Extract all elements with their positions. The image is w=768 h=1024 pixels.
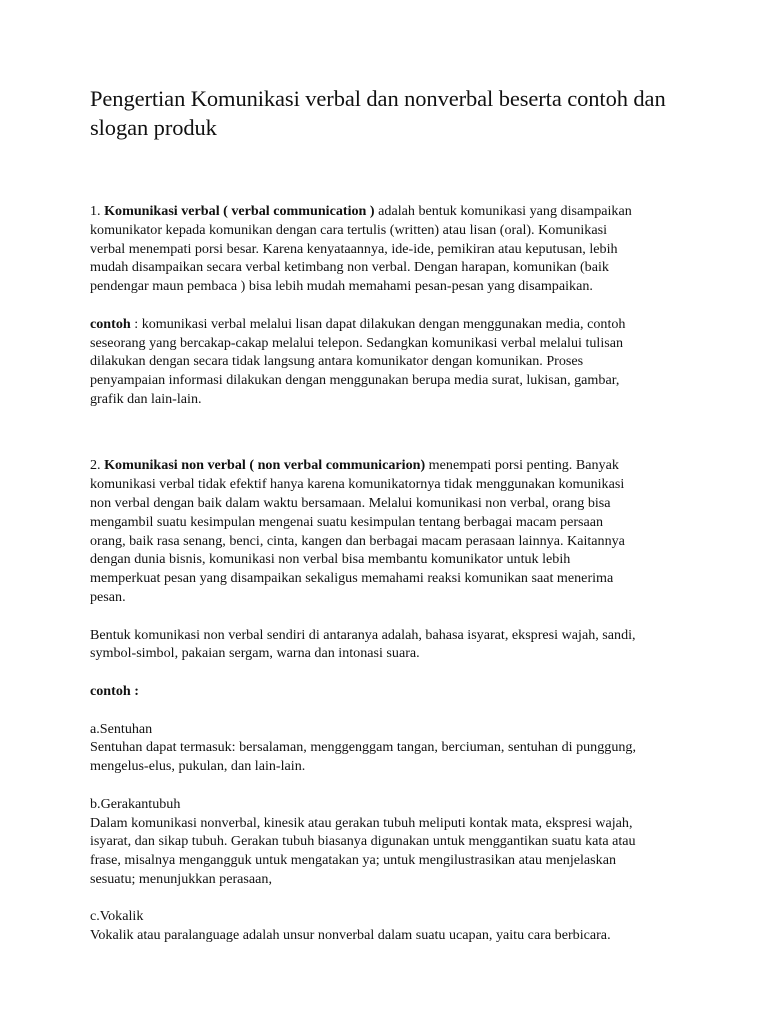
section-verbal-line-1 xyxy=(90,202,690,221)
spacer xyxy=(90,776,690,795)
spacer xyxy=(90,142,690,202)
section-nonverbal xyxy=(90,456,690,606)
paragraph-line: komunikator kepada komunikan dengan cara tertulis (written) atau lisan (oral). Komunikasi xyxy=(90,221,608,238)
paragraph-line: orang, baik rasa senang, benci, cinta, kangen dan berbagai macam perasaan lainnya. Kaitannya xyxy=(90,532,625,549)
section-heading: Komunikasi non verbal ( non verbal communicarion) xyxy=(104,457,426,474)
subsection-gerakantubuh xyxy=(90,795,690,889)
paragraph-line: sesuatu; menunjukkan perasaan, xyxy=(90,870,272,887)
subsection-vokalik xyxy=(90,907,690,945)
paragraph-text: menempati porsi penting. Banyak xyxy=(425,457,619,474)
example-label: contoh xyxy=(90,315,131,332)
document-page xyxy=(90,84,690,945)
paragraph-line: Dalam komunikasi nonverbal, kinesik atau gerakan tubuh meliputi kontak mata, ekspresi wajah, xyxy=(90,814,633,831)
paragraph-line: dengan dunia bisnis, komunikasi non verbal bisa membantu komunikator untuk lebih xyxy=(90,551,571,568)
subsection-heading: b.Gerakantubuh xyxy=(90,795,181,812)
paragraph-text: adalah bentuk komunikasi yang disampaikan xyxy=(374,203,632,219)
spacer xyxy=(90,409,690,428)
paragraph-line: frase, misalnya mengangguk untuk mengatakan ya; untuk mengilustrasikan atau menjelaskan xyxy=(90,852,617,869)
paragraph-line: pendengar maun pembaca ) bisa lebih mudah memahami pesan-pesan yang disampaikan. xyxy=(90,278,593,295)
subsection-sentuhan xyxy=(90,720,690,776)
subsection-heading: a.Sentuhan xyxy=(90,720,153,737)
spacer xyxy=(90,889,690,908)
example-nonverbal-label xyxy=(90,682,690,701)
section-verbal xyxy=(90,202,690,296)
paragraph-line: mengambil suatu kesimpulan mengenai suatu kesimpulan tentang berbagai macam persaan xyxy=(90,513,604,530)
example-label: contoh : xyxy=(90,682,139,699)
paragraph-line: isyarat, dan sikap tubuh. Gerakan tubuh biasanya digunakan untuk menggantikan suatu kata atau xyxy=(90,833,636,850)
paragraph-line: penyampaian informasi dilakukan dengan menggunakan berupa media surat, lukisan, gambar, xyxy=(90,372,620,389)
spacer xyxy=(90,663,690,682)
paragraph-line: komunikasi verbal tidak efektif hanya karena komunikatornya tidak menggunakan komunikasi xyxy=(90,476,625,493)
example-verbal-line-1 xyxy=(90,315,690,334)
paragraph-line: pesan. xyxy=(90,588,126,605)
paragraph-line: Sentuhan dapat termasuk: bersalaman, menggenggam tangan, berciuman, sentuhan di punggung, xyxy=(90,739,636,756)
paragraph-bentuk xyxy=(90,626,690,664)
paragraph-line: dilakukan dengan secara tidak langsung antara komunikator dengan komunikan. Proses xyxy=(90,353,584,370)
document-title: Pengertian Komunikasi verbal dan nonverbal beserta contoh dan slogan produk xyxy=(90,86,666,140)
section-nonverbal-line-1 xyxy=(90,456,690,475)
paragraph-line: Bentuk komunikasi non verbal sendiri di antaranya adalah, bahasa isyarat, ekspresi wajah, sandi, xyxy=(90,626,636,643)
paragraph-text: : komunikasi verbal melalui lisan dapat dilakukan dengan menggunakan media, contoh xyxy=(130,315,626,332)
paragraph-line: memperkuat pesan yang disampaikan sekaligus memahami reaksi komunikan saat menerima xyxy=(90,570,614,587)
paragraph-line: seseorang yang bercakap-cakap melalui telepon. Sedangkan komunikasi verbal melalui tulisan xyxy=(90,334,624,351)
spacer xyxy=(90,296,690,315)
paragraph-line: mudah disampaikan secara verbal ketimbang non verbal. Dengan harapan, komunikan (baik xyxy=(90,259,609,276)
spacer xyxy=(90,607,690,626)
section-number: 2. xyxy=(90,457,105,474)
subsection-heading: c.Vokalik xyxy=(90,908,144,925)
section-number: 1. xyxy=(90,203,105,219)
spacer xyxy=(90,446,690,456)
spacer xyxy=(90,701,690,720)
paragraph-line: symbol-simbol, pakaian sergam, warna dan intonasi suara. xyxy=(90,645,420,662)
spacer xyxy=(90,428,690,447)
paragraph-line: grafik dan lain-lain. xyxy=(90,390,202,407)
paragraph-line: Vokalik atau paralanguage adalah unsur nonverbal dalam suatu ucapan, yaitu cara berbicara. xyxy=(90,927,611,944)
example-verbal xyxy=(90,315,690,409)
paragraph-line: mengelus-elus, pukulan, dan lain-lain. xyxy=(90,758,306,775)
section-heading: Komunikasi verbal ( verbal communication ) xyxy=(104,203,375,219)
paragraph-line: non verbal dengan baik dalam waktu bersamaan. Melalui komunikasi non verbal, orang bisa xyxy=(90,494,611,511)
paragraph-line: verbal menempati porsi besar. Karena kenyataannya, ide-ide, pemikiran atau keputusan, lebih xyxy=(90,240,618,257)
